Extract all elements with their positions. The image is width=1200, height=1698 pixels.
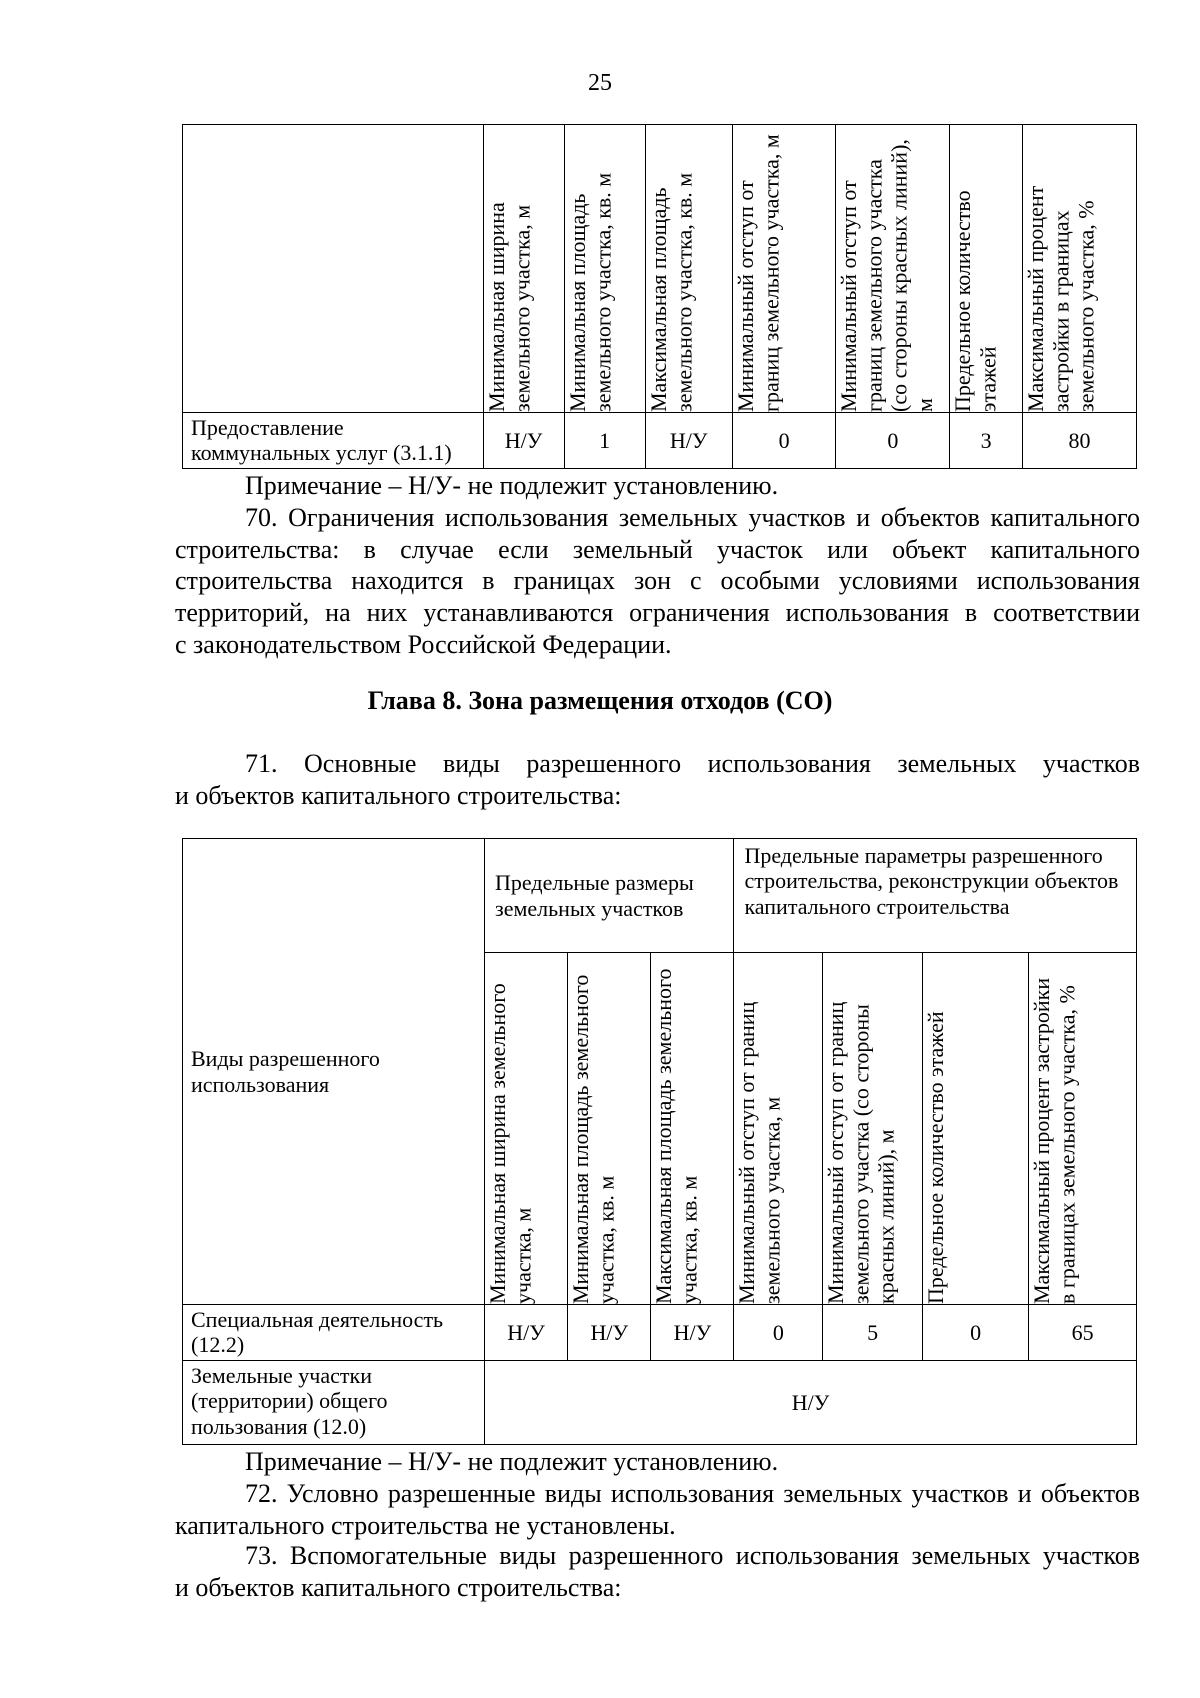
table2-header-max-area: Максимальная площадь земельного участка, кв. м bbox=[651, 968, 702, 1304]
paragraph-72-line: капитального строительства не установлены. bbox=[175, 1510, 676, 1540]
table2-row2-merged-value: Н/У bbox=[485, 1361, 1137, 1445]
table2-row1-floors: 0 bbox=[922, 1305, 1028, 1361]
table2-row1-min-area: Н/У bbox=[568, 1305, 651, 1361]
table2-header-min-area: Минимальная площадь земельного участка, кв. м bbox=[568, 974, 619, 1304]
table2-row2-label: Земельные участки (территории) общего пользования (12.0) bbox=[183, 1361, 485, 1445]
table1-header-red-line-setback: Минимальный отступ от границ земельного участка (со стороны красных линий), м bbox=[836, 139, 938, 412]
table1-row-label: Предоставление коммунальных услуг (3.1.1) bbox=[183, 413, 484, 469]
table1-header-coverage: Максимальный процент застройки в границах земельного участка, % bbox=[1023, 185, 1099, 412]
table2-header-red-line-setback: Минимальный отступ от границ земельного участка (со стороны красных линий), м bbox=[823, 1001, 899, 1304]
paragraph-70-line: с законодательством Российской Федерации. bbox=[175, 629, 672, 659]
table1-header-floors: Предельное количество этажей bbox=[950, 190, 1001, 412]
table1-header-max-area: Максимальная площадь земельного участка, кв. м bbox=[645, 172, 696, 412]
paragraph-70-line: строительства находится в границах зон с особыми условиями использования bbox=[175, 566, 1140, 596]
paragraph-72 bbox=[175, 1478, 1140, 1541]
paragraph-70-line: 70. Ограничения использования земельных участков и объектов капитального bbox=[245, 503, 1140, 532]
table-waste-zone bbox=[182, 838, 1137, 1445]
paragraph-70-line: строительства: в случае если земельный участок или объект капитального bbox=[175, 534, 1140, 564]
table2-row1-label: Специальная деятельность (12.2) bbox=[183, 1305, 485, 1361]
table2-group-land-size: Предельные размеры земельных участков bbox=[495, 870, 694, 921]
table2-header-floors: Предельное количество этажей bbox=[922, 1011, 948, 1304]
table1-header-min-setback: Минимальный отступ от границ земельного участка, м bbox=[732, 134, 784, 412]
table1-cell-coverage: 80 bbox=[1023, 413, 1137, 469]
table2-row1-red-line-setback: 5 bbox=[823, 1305, 923, 1361]
table1-cell-red-line-setback: 0 bbox=[836, 413, 950, 469]
page-number: 25 bbox=[588, 70, 612, 96]
paragraph-73-line: и объектов капитального строительства: bbox=[175, 1572, 622, 1602]
table2-column-label: Виды разрешенного использования bbox=[191, 1046, 380, 1097]
table1-cell-floors: 3 bbox=[950, 413, 1023, 469]
table2-header-min-setback: Минимальный отступ от границ земельного участка, м bbox=[734, 1001, 785, 1304]
table2-header-coverage: Максимальный процент застройки в границах земельного участка, % bbox=[1029, 977, 1080, 1304]
table1-header-min-width: Минимальная ширина земельного участка, м bbox=[483, 202, 534, 412]
paragraph-73-line: 73. Вспомогательные виды разрешенного использования земельных участков bbox=[245, 1541, 1140, 1570]
note-1: Примечание – Н/У- не подлежит установлению. bbox=[245, 471, 779, 500]
note-2: Примечание – Н/У- не подлежит установлению. bbox=[245, 1447, 779, 1476]
table1-cell-min-width: Н/У bbox=[483, 413, 564, 469]
paragraph-70 bbox=[175, 502, 1140, 661]
table2-row1-min-setback: 0 bbox=[734, 1305, 823, 1361]
table2-header-min-width: Минимальная ширина земельного участка, м bbox=[485, 983, 536, 1304]
table-utilities bbox=[182, 124, 1137, 469]
table2-row1-min-width: Н/У bbox=[485, 1305, 568, 1361]
table2-row1-max-area: Н/У bbox=[651, 1305, 734, 1361]
paragraph-71-line: 71. Основные виды разрешенного использования земельных участков bbox=[245, 749, 1140, 778]
table2-group-construction: Предельные параметры разрешенного строительства, реконструкции объектов капитального строительства bbox=[744, 843, 1119, 919]
table1-corner bbox=[183, 125, 484, 413]
paragraph-72-line: 72. Условно разрешенные виды использования земельных участков и объектов bbox=[245, 1479, 1140, 1508]
table1-header-min-area: Минимальная площадь земельного участка, кв. м bbox=[564, 172, 615, 412]
paragraph-71-line: и объектов капитального строительства: bbox=[175, 780, 622, 810]
paragraph-71 bbox=[175, 748, 1140, 811]
paragraph-73 bbox=[175, 1540, 1140, 1603]
table1-cell-min-setback: 0 bbox=[732, 413, 836, 469]
table2-row1-coverage: 65 bbox=[1029, 1305, 1137, 1361]
paragraph-70-line: территорий, на них устанавливаются ограничения использования в соответствии bbox=[175, 598, 1140, 628]
table1-cell-max-area: Н/У bbox=[645, 413, 732, 469]
chapter-heading: Глава 8. Зона размещения отходов (СО) bbox=[367, 686, 833, 715]
table1-cell-min-area: 1 bbox=[564, 413, 645, 469]
